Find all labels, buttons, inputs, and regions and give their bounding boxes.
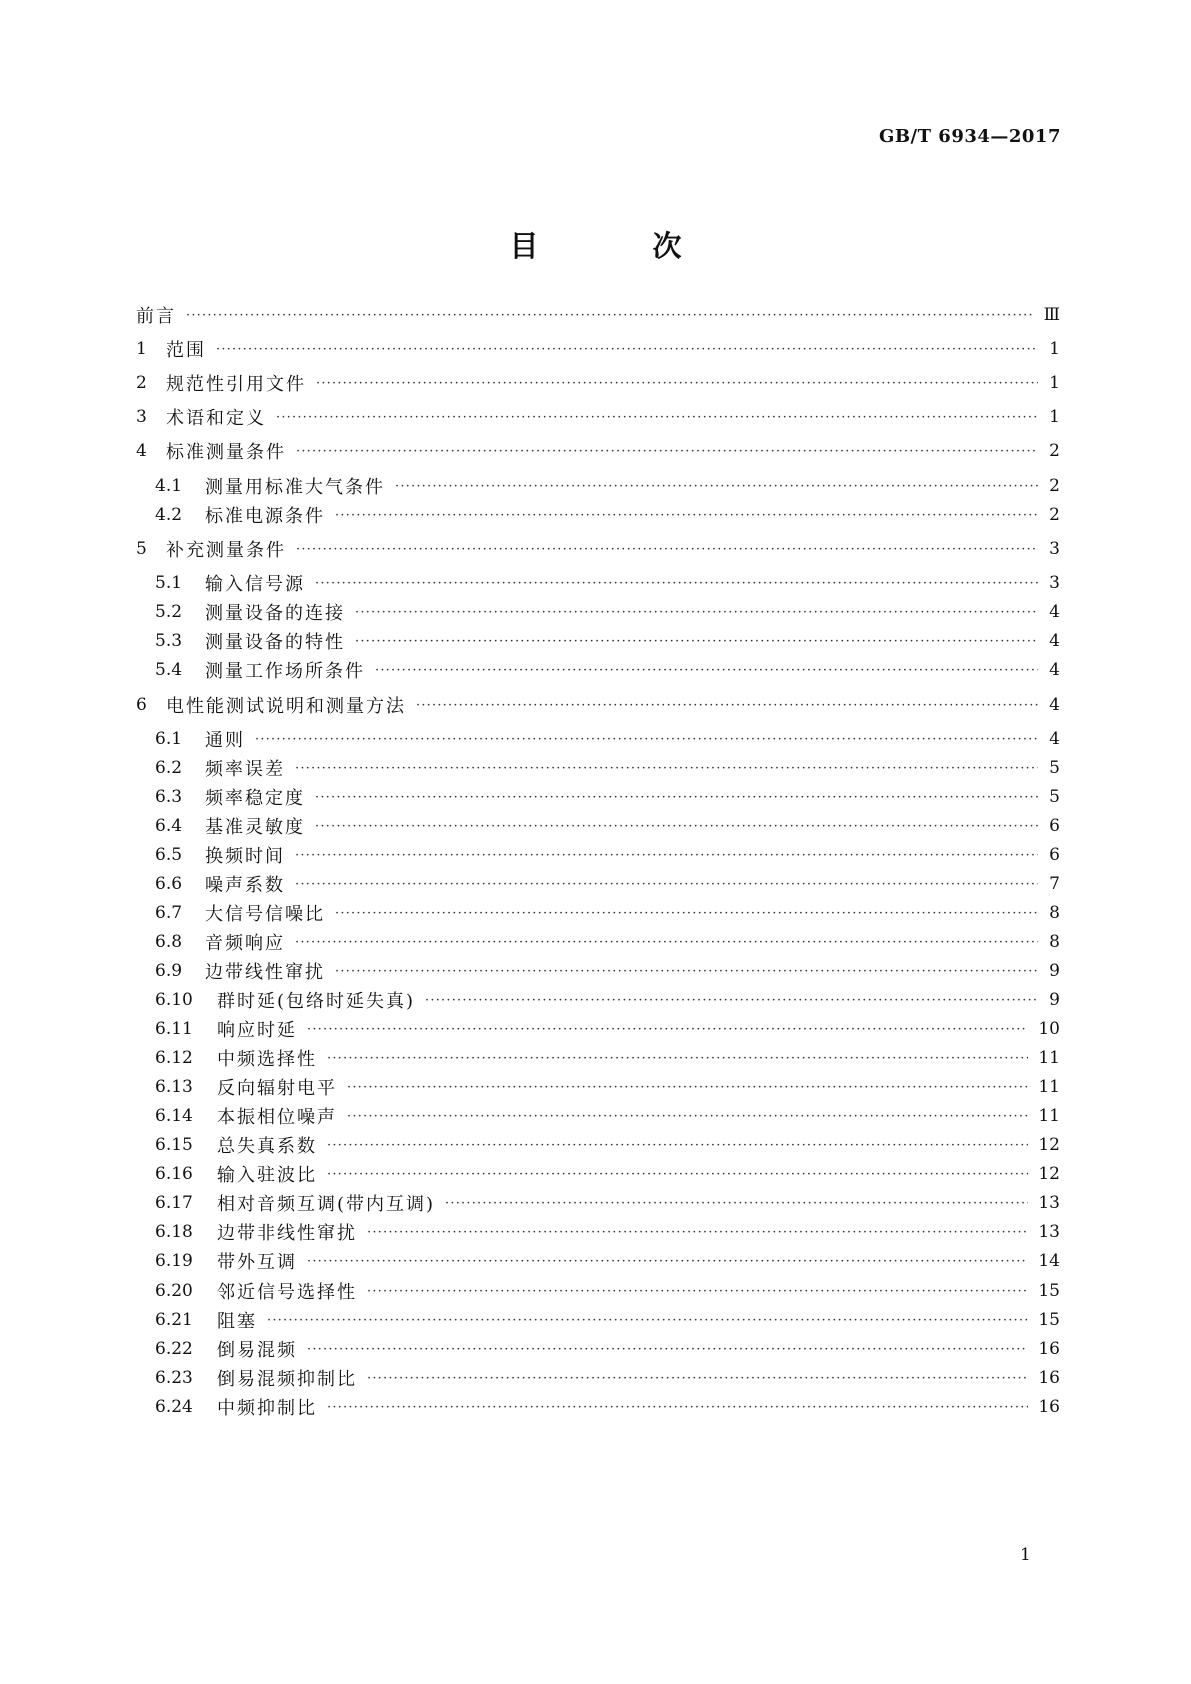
- toc-entry-number: 6.3: [155, 787, 183, 807]
- toc-entry[interactable]: [155, 1014, 1060, 1044]
- toc-entry[interactable]: [155, 898, 1060, 928]
- toc-leader-dots: [335, 508, 1038, 523]
- toc-leader-dots: [295, 877, 1038, 892]
- toc-entry-number: 3: [136, 407, 147, 427]
- toc-entry-number: 5: [136, 539, 147, 559]
- toc-leader-dots: [316, 376, 1038, 391]
- toc-leader-dots: [315, 819, 1038, 834]
- toc-entry-number: 2: [136, 373, 147, 393]
- toc-leader-dots: [335, 964, 1038, 979]
- toc-entry-page: 6: [1049, 845, 1060, 865]
- toc-entry-title: 通则: [205, 730, 245, 751]
- toc-entry[interactable]: [155, 753, 1060, 783]
- toc-entry-number: 6.5: [155, 845, 183, 865]
- toc-entry-number: 6.16: [155, 1164, 193, 1184]
- toc-entry-number: 6.13: [155, 1077, 193, 1097]
- toc-entry[interactable]: [155, 471, 1060, 501]
- toc-leader-dots: [375, 663, 1038, 678]
- toc-entry-page: 2: [1049, 505, 1060, 525]
- toc-entry-page: 1: [1049, 373, 1060, 393]
- toc-entry-title: 范围: [166, 340, 206, 361]
- toc-entry[interactable]: [136, 300, 1060, 330]
- toc-entry-page: 15: [1038, 1310, 1060, 1330]
- toc-leader-dots: [355, 634, 1038, 649]
- toc-entry-number: 5.2: [155, 602, 183, 622]
- toc-entry-title: 基准灵敏度: [205, 817, 305, 838]
- toc-entry[interactable]: [155, 985, 1060, 1015]
- toc-entry-title: 中频选择性: [217, 1049, 317, 1070]
- toc-entry-number: 1: [136, 339, 147, 359]
- toc-leader-dots: [295, 848, 1038, 863]
- toc-entry-page: 4: [1049, 660, 1060, 680]
- toc-entry[interactable]: [155, 1043, 1060, 1073]
- toc-entry[interactable]: [136, 534, 1060, 564]
- toc-leader-dots: [367, 1225, 1028, 1240]
- toc-entry-number: 6.20: [155, 1281, 193, 1301]
- toc-leader-dots: [307, 1254, 1028, 1269]
- toc-entry-page: 2: [1049, 476, 1060, 496]
- toc-entry-number: 6.18: [155, 1222, 193, 1242]
- toc-leader-dots: [395, 479, 1038, 494]
- toc-entry-title: 音频响应: [205, 933, 285, 954]
- standard-code: GB/T 6934—2017: [878, 126, 1061, 147]
- toc-entry-title: 电性能测试说明和测量方法: [166, 696, 406, 717]
- toc-entry-page: 10: [1038, 1019, 1060, 1039]
- toc-entry-page: 1: [1049, 407, 1060, 427]
- toc-leader-dots: [296, 542, 1038, 557]
- toc-leader-dots: [335, 906, 1038, 921]
- toc-entry[interactable]: [136, 368, 1060, 398]
- toc-entry[interactable]: [155, 597, 1060, 627]
- toc-entry[interactable]: [155, 956, 1060, 986]
- toc-leader-dots: [295, 761, 1038, 776]
- toc-entry-title: 总失真系数: [217, 1136, 317, 1157]
- toc-entry-page: 15: [1038, 1281, 1060, 1301]
- toc-entry-page: 8: [1049, 932, 1060, 952]
- toc-leader-dots: [307, 1022, 1028, 1037]
- toc-entry[interactable]: [136, 690, 1060, 720]
- toc-entry-number: 6.19: [155, 1251, 193, 1271]
- toc-entry-title: 群时延(包络时延失真): [217, 991, 416, 1012]
- toc-leader-dots: [255, 732, 1038, 747]
- toc-entry[interactable]: [136, 436, 1060, 466]
- toc-entry[interactable]: [155, 782, 1060, 812]
- toc-entry-title: 频率误差: [205, 759, 285, 780]
- toc-entry-number: 6.14: [155, 1106, 193, 1126]
- toc-entry-title: 测量工作场所条件: [205, 661, 365, 682]
- toc-entry[interactable]: [155, 1363, 1060, 1393]
- toc-entry-title: 响应时延: [217, 1020, 297, 1041]
- toc-leader-dots: [355, 605, 1038, 620]
- toc-leader-dots: [296, 444, 1038, 459]
- toc-entry-title: 标准测量条件: [166, 442, 286, 463]
- toc-entry-number: 6.11: [155, 1019, 193, 1039]
- toc-entry-number: 6.7: [155, 903, 183, 923]
- toc-entry-title: 倒易混频: [217, 1340, 297, 1361]
- toc-entry-page: 16: [1038, 1397, 1060, 1417]
- toc-entry[interactable]: [155, 1334, 1060, 1364]
- toc-entry[interactable]: [155, 1101, 1060, 1131]
- toc-entry-number: 6.21: [155, 1310, 193, 1330]
- toc-entry[interactable]: [155, 626, 1060, 656]
- toc-entry-number: 5.4: [155, 660, 183, 680]
- toc-leader-dots: [315, 576, 1038, 591]
- toc-entry-page: 3: [1049, 573, 1060, 593]
- toc-entry-page: 6: [1049, 816, 1060, 836]
- toc-entry-number: 6.2: [155, 758, 183, 778]
- page-number: 1: [1020, 1545, 1031, 1565]
- toc-entry-number: 6.22: [155, 1339, 193, 1359]
- toc-entry-page: 9: [1049, 961, 1060, 981]
- toc-entry-title: 阻塞: [217, 1311, 257, 1332]
- toc-leader-dots: [315, 790, 1038, 805]
- toc-entry-number: 4.2: [155, 505, 183, 525]
- toc-entry-page: 1: [1049, 339, 1060, 359]
- toc-entry[interactable]: [155, 724, 1060, 754]
- toc-leader-dots: [367, 1284, 1028, 1299]
- toc-entry-title: 本振相位噪声: [217, 1107, 337, 1128]
- toc-entry-title: 相对音频互调(带内互调): [217, 1194, 436, 1215]
- toc-leader-dots: [276, 410, 1038, 425]
- toc-entry[interactable]: [155, 840, 1060, 870]
- toc-entry-title: 频率稳定度: [205, 788, 305, 809]
- toc-entry[interactable]: [155, 1130, 1060, 1160]
- toc-entry-page: 14: [1038, 1251, 1060, 1271]
- toc-entry[interactable]: [155, 500, 1060, 530]
- toc-leader-dots: [367, 1371, 1028, 1386]
- toc-entry-number: 6.6: [155, 874, 183, 894]
- toc-leader-dots: [327, 1051, 1028, 1066]
- toc-entry-title: 边带线性窜扰: [205, 962, 325, 983]
- toc-entry[interactable]: [155, 1305, 1060, 1335]
- toc-entry-title: 规范性引用文件: [166, 374, 306, 395]
- toc-entry-title: 术语和定义: [166, 408, 266, 429]
- toc-entry-number: 6.10: [155, 990, 193, 1010]
- toc-entry-page: 13: [1038, 1222, 1060, 1242]
- toc-entry-number: 4.1: [155, 476, 183, 496]
- toc-entry-page: 5: [1049, 787, 1060, 807]
- toc-leader-dots: [327, 1138, 1028, 1153]
- toc-entry[interactable]: [155, 568, 1060, 598]
- toc-entry-page: 4: [1049, 602, 1060, 622]
- toc-entry-page: 12: [1038, 1135, 1060, 1155]
- toc-entry[interactable]: [155, 869, 1060, 899]
- toc-entry-title: 边带非线性窜扰: [217, 1223, 357, 1244]
- toc-entry-page: 16: [1038, 1368, 1060, 1388]
- toc-leader-dots: [186, 308, 1034, 323]
- toc-entry-number: 6.24: [155, 1397, 193, 1417]
- toc-leader-dots: [425, 993, 1038, 1008]
- toc-entry[interactable]: [155, 1276, 1060, 1306]
- toc-entry-title: 中频抑制比: [217, 1398, 317, 1419]
- toc-leader-dots: [307, 1342, 1028, 1357]
- toc-entry-title: 换频时间: [205, 846, 285, 867]
- toc-entry-number: 6.8: [155, 932, 183, 952]
- toc-entry-number: 6.17: [155, 1193, 193, 1213]
- toc-entry-title: 噪声系数: [205, 875, 285, 896]
- toc-entry-title: 大信号信噪比: [205, 904, 325, 925]
- toc-leader-dots: [327, 1400, 1028, 1415]
- toc-entry[interactable]: [155, 1392, 1060, 1422]
- toc-entry-number: 6.15: [155, 1135, 193, 1155]
- toc-entry-page: 11: [1038, 1077, 1060, 1097]
- toc-leader-dots: [295, 935, 1038, 950]
- toc-entry-number: 6.23: [155, 1368, 193, 1388]
- toc-entry-page: 2: [1049, 441, 1060, 461]
- toc-entry[interactable]: [155, 1246, 1060, 1276]
- toc-entry-page: 11: [1038, 1048, 1060, 1068]
- toc-entry[interactable]: [155, 1217, 1060, 1247]
- toc-leader-dots: [327, 1167, 1028, 1182]
- toc-entry[interactable]: [155, 1159, 1060, 1189]
- toc-entry-title: 输入驻波比: [217, 1165, 317, 1186]
- toc-entry-number: 4: [136, 441, 147, 461]
- toc-entry[interactable]: [136, 334, 1060, 364]
- toc-entry-title: 测量用标准大气条件: [205, 477, 385, 498]
- toc-entry-page: Ⅲ: [1043, 305, 1060, 325]
- toc-entry-title: 带外互调: [217, 1252, 297, 1273]
- toc-entry-page: 13: [1038, 1193, 1060, 1213]
- toc-entry-number: 6: [136, 695, 147, 715]
- toc-entry[interactable]: [155, 655, 1060, 685]
- toc-entry-title: 标准电源条件: [205, 506, 325, 527]
- toc-entry-number: 6.4: [155, 816, 183, 836]
- toc-entry[interactable]: [136, 402, 1060, 432]
- toc-entry-title: 反向辐射电平: [217, 1078, 337, 1099]
- toc-entry-number: 5.3: [155, 631, 183, 651]
- toc-entry-page: 7: [1049, 874, 1060, 894]
- toc-entry-page: 4: [1049, 631, 1060, 651]
- toc-entry-title: 输入信号源: [205, 574, 305, 595]
- toc-leader-dots: [416, 698, 1038, 713]
- toc-entry-page: 5: [1049, 758, 1060, 778]
- toc-entry-title: 测量设备的连接: [205, 603, 345, 624]
- toc-leader-dots: [216, 342, 1038, 357]
- toc-entry-title: 邻近信号选择性: [217, 1282, 357, 1303]
- toc-leader-dots: [267, 1313, 1028, 1328]
- toc-entry-title: 倒易混频抑制比: [217, 1369, 357, 1390]
- toc-leader-dots: [445, 1196, 1028, 1211]
- toc-entry-title: 补充测量条件: [166, 540, 286, 561]
- toc-leader-dots: [347, 1080, 1028, 1095]
- toc-entry-page: 11: [1038, 1106, 1060, 1126]
- toc-entry-page: 4: [1049, 729, 1060, 749]
- toc-entry-number: 6.12: [155, 1048, 193, 1068]
- toc-entry-page: 16: [1038, 1339, 1060, 1359]
- toc-entry[interactable]: [155, 1072, 1060, 1102]
- toc-entry-page: 12: [1038, 1164, 1060, 1184]
- toc-entry-number: 6.9: [155, 961, 183, 981]
- toc-entry[interactable]: [155, 1188, 1060, 1218]
- toc-entry[interactable]: [155, 811, 1060, 841]
- page-title: 目 次: [509, 229, 734, 263]
- toc-entry[interactable]: [155, 927, 1060, 957]
- toc-entry-title: 前言: [136, 306, 176, 327]
- toc-entry-page: 8: [1049, 903, 1060, 923]
- toc-entry-number: 5.1: [155, 573, 183, 593]
- toc-entry-page: 9: [1049, 990, 1060, 1010]
- toc-leader-dots: [347, 1109, 1028, 1124]
- toc-entry-page: 4: [1049, 695, 1060, 715]
- toc-entry-page: 3: [1049, 539, 1060, 559]
- toc-entry-title: 测量设备的特性: [205, 632, 345, 653]
- toc-entry-number: 6.1: [155, 729, 183, 749]
